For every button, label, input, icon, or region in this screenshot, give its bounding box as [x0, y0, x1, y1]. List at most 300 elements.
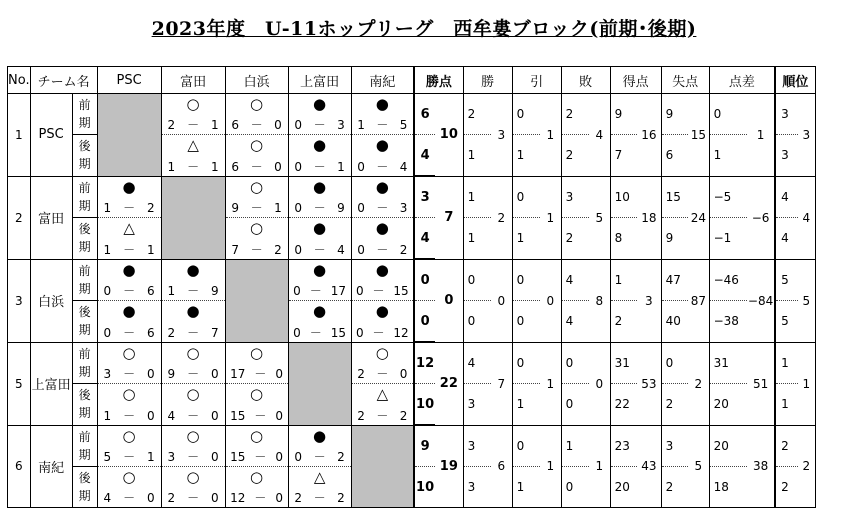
total-goal-diff: 1 [747, 94, 775, 177]
match-result [351, 218, 414, 260]
result-symbol: ● [122, 177, 136, 196]
result-symbol: ○ [250, 219, 264, 237]
score-opponent: 12 [393, 325, 409, 340]
header-opponent: 上富田 [288, 67, 351, 94]
half-goals-against: 2 [661, 384, 688, 426]
score-opponent: 17 [330, 284, 347, 298]
match-result [97, 384, 161, 426]
half-rank: 2 [775, 425, 798, 467]
score-opponent: 0 [274, 159, 282, 174]
score-own: 1 [357, 118, 365, 132]
total-goals-for: 18 [637, 176, 661, 259]
match-result [225, 135, 288, 177]
score-own: 0 [356, 325, 364, 340]
score-opponent: 6 [146, 325, 155, 340]
match-result [97, 342, 161, 384]
half-goals-against: 40 [661, 301, 688, 343]
team-row [8, 94, 816, 135]
score-own: 0 [294, 242, 303, 257]
result-symbol: ● [313, 177, 327, 196]
total-losses: 1 [589, 425, 610, 508]
match-result [161, 301, 225, 343]
match-result [97, 176, 161, 218]
score-dash: － [376, 408, 389, 423]
score-own: 4 [103, 491, 112, 505]
half-goals-against: 0 [661, 342, 688, 384]
score-dash: － [123, 408, 136, 423]
score-opponent: 2 [337, 491, 345, 505]
score-own: 1 [167, 159, 176, 174]
score-own: 0 [357, 201, 365, 215]
match-score [352, 201, 414, 215]
match-result [161, 94, 225, 135]
half-goals-against: 9 [661, 218, 688, 260]
score-dash: － [372, 325, 385, 340]
match-result [225, 94, 288, 135]
match-result [161, 342, 225, 384]
score-opponent: 0 [275, 367, 284, 381]
score-opponent: 2 [337, 450, 345, 464]
half-points: 0 [414, 301, 435, 343]
match-result [161, 384, 225, 426]
result-symbol: ○ [250, 343, 264, 362]
score-dash: － [254, 367, 267, 381]
score-opponent: 0 [146, 491, 155, 505]
score-own: 0 [293, 284, 301, 298]
match-result [351, 135, 414, 177]
result-symbol: ○ [250, 136, 264, 154]
total-wins: 6 [491, 425, 512, 508]
half-goal-diff: 31 [709, 342, 747, 384]
half-losses: 1 [561, 425, 589, 467]
half-goal-diff: 1 [709, 135, 747, 177]
total-points: 0 [435, 259, 463, 342]
total-losses: 8 [589, 259, 610, 342]
match-score [352, 367, 414, 381]
score-dash: － [123, 491, 136, 505]
result-symbol: ● [375, 136, 389, 154]
match-result [351, 259, 414, 301]
half-goal-diff: −5 [709, 176, 747, 218]
score-dash: － [313, 159, 326, 174]
half-label: 後 期 [72, 218, 97, 260]
half-rank: 4 [775, 176, 798, 218]
match-result [161, 135, 225, 177]
team-number: 5 [8, 342, 31, 425]
score-own: 7 [231, 242, 240, 257]
total-points: 7 [435, 176, 463, 259]
score-own: 4 [167, 408, 176, 423]
score-dash: － [250, 201, 263, 215]
score-dash: － [372, 284, 385, 298]
score-dash: － [313, 450, 326, 464]
half-goals-for: 9 [610, 94, 637, 135]
half-wins: 4 [463, 342, 491, 384]
score-opponent: 7 [210, 325, 219, 340]
total-goals-against: 5 [688, 425, 709, 508]
total-points: 22 [435, 342, 463, 425]
header-wins: 勝 [463, 67, 512, 94]
match-score [162, 160, 225, 174]
half-goal-diff: −1 [709, 218, 747, 260]
result-symbol: ● [313, 302, 327, 320]
half-rank: 1 [775, 342, 798, 384]
score-dash: － [250, 242, 263, 257]
total-rank: 2 [798, 425, 815, 508]
half-label: 前 期 [72, 94, 97, 135]
half-draws: 0 [512, 259, 540, 301]
match-score [352, 326, 414, 340]
total-goals-for: 16 [637, 94, 661, 177]
score-opponent: 1 [274, 201, 282, 215]
score-opponent: 1 [210, 118, 219, 132]
self-match-cell [161, 176, 225, 259]
result-symbol: ● [186, 302, 200, 320]
result-symbol: ● [313, 95, 327, 113]
half-wins: 0 [463, 259, 491, 301]
half-goals-for: 20 [610, 467, 637, 508]
match-result [288, 218, 351, 260]
score-opponent: 2 [274, 242, 282, 257]
score-opponent: 0 [274, 118, 282, 132]
total-draws: 1 [540, 425, 561, 508]
half-wins: 1 [463, 218, 491, 260]
total-points: 19 [435, 425, 463, 508]
result-symbol: ● [313, 426, 327, 445]
result-symbol: ○ [250, 468, 264, 486]
team-row [8, 342, 816, 384]
half-rank: 5 [775, 301, 798, 343]
half-goals-against: 6 [661, 135, 688, 177]
match-result [288, 259, 351, 301]
match-result [351, 384, 414, 426]
total-draws: 0 [540, 259, 561, 342]
total-goal-diff: −84 [747, 259, 775, 342]
match-score [289, 450, 351, 464]
score-opponent: 0 [275, 450, 284, 464]
half-draws: 0 [512, 94, 540, 135]
result-symbol: ○ [122, 385, 136, 403]
score-own: 1 [103, 408, 112, 423]
match-score [289, 118, 351, 132]
half-goal-diff: 20 [709, 384, 747, 426]
match-score [162, 491, 225, 505]
result-symbol: ○ [186, 468, 200, 486]
half-losses: 4 [561, 301, 589, 343]
match-result [288, 425, 351, 467]
match-score [162, 367, 225, 381]
half-wins: 3 [463, 384, 491, 426]
match-score [289, 243, 351, 257]
score-opponent: 0 [146, 408, 155, 423]
score-dash: － [187, 284, 200, 298]
score-dash: － [254, 491, 267, 505]
half-goal-diff: 0 [709, 94, 747, 135]
match-score [226, 491, 288, 505]
score-opponent: 5 [399, 118, 408, 132]
result-symbol: ○ [250, 426, 264, 445]
score-own: 2 [167, 118, 176, 132]
team-row [8, 259, 816, 301]
half-points: 9 [414, 425, 435, 467]
total-goal-diff: 38 [747, 425, 775, 508]
score-own: 1 [103, 242, 112, 257]
score-own: 0 [103, 284, 112, 298]
score-opponent: 4 [337, 242, 345, 257]
match-result [225, 342, 288, 384]
score-own: 3 [103, 367, 112, 381]
match-result [225, 467, 288, 508]
half-draws: 0 [512, 301, 540, 343]
match-result [97, 425, 161, 467]
match-score [352, 409, 414, 423]
match-result [225, 218, 288, 260]
half-wins: 3 [463, 467, 491, 508]
result-symbol: ○ [186, 343, 200, 362]
match-result [288, 176, 351, 218]
result-symbol: ○ [122, 468, 136, 486]
half-label: 後 期 [72, 384, 97, 426]
result-symbol: ● [313, 219, 327, 237]
total-points: 10 [435, 94, 463, 177]
score-own: 9 [231, 201, 240, 215]
result-symbol: ● [186, 260, 200, 279]
team-number: 2 [8, 176, 31, 259]
score-dash: － [313, 201, 326, 215]
half-rank: 3 [775, 94, 798, 135]
total-goal-diff: −6 [747, 176, 775, 259]
match-score [226, 367, 288, 381]
half-goals-against: 9 [661, 94, 688, 135]
score-dash: － [250, 118, 263, 132]
match-score [289, 284, 351, 298]
match-result [288, 301, 351, 343]
half-points: 10 [414, 467, 435, 508]
match-result [97, 467, 161, 508]
score-own: 15 [230, 408, 246, 423]
score-dash: － [123, 201, 136, 215]
half-wins: 2 [463, 94, 491, 135]
score-opponent: 1 [337, 159, 345, 174]
total-goals-against: 15 [688, 94, 709, 177]
score-own: 0 [294, 201, 303, 215]
half-goals-for: 7 [610, 135, 637, 177]
half-wins: 3 [463, 425, 491, 467]
score-dash: － [123, 284, 136, 298]
score-dash: － [309, 284, 322, 298]
score-dash: － [123, 325, 136, 340]
header-row [8, 67, 816, 94]
half-draws: 1 [512, 384, 540, 426]
half-goals-for: 2 [610, 301, 637, 343]
score-dash: － [123, 242, 136, 257]
half-goals-against: 3 [661, 425, 688, 467]
score-dash: － [187, 450, 200, 464]
half-draws: 1 [512, 218, 540, 260]
header-opponent: 富田 [161, 67, 225, 94]
half-points: 0 [414, 259, 435, 301]
total-losses: 5 [589, 176, 610, 259]
half-label: 後 期 [72, 135, 97, 177]
half-wins: 1 [463, 135, 491, 177]
result-symbol: ● [375, 177, 389, 196]
team-name: 富田 [30, 176, 72, 259]
match-score [352, 118, 414, 132]
half-goals-for: 31 [610, 342, 637, 384]
half-label: 後 期 [72, 467, 97, 508]
result-symbol: △ [187, 136, 199, 154]
half-goal-diff: −46 [709, 259, 747, 301]
total-wins: 0 [491, 259, 512, 342]
score-own: 0 [294, 118, 303, 132]
header-team: チーム名 [30, 67, 97, 94]
header-no: No. [8, 67, 31, 94]
score-opponent: 9 [337, 201, 345, 215]
league-table [7, 66, 816, 508]
total-rank: 4 [798, 176, 815, 259]
match-score [98, 450, 161, 464]
header-opponent: 南紀 [351, 67, 414, 94]
match-score [98, 243, 161, 257]
score-opponent: 15 [393, 284, 409, 298]
score-dash: － [254, 408, 267, 423]
score-own: 15 [230, 450, 246, 464]
half-goals-against: 15 [661, 176, 688, 218]
match-result [351, 176, 414, 218]
score-opponent: 0 [275, 408, 284, 423]
score-dash: － [309, 325, 322, 340]
score-own: 2 [167, 325, 176, 340]
score-opponent: 0 [275, 491, 284, 505]
match-score [352, 284, 414, 298]
page-title: 2023年度 U-11ホップリーグ 西牟婁ブロック(前期･後期) [151, 18, 697, 40]
half-draws: 1 [512, 467, 540, 508]
half-goal-diff: −38 [709, 301, 747, 343]
half-label: 前 期 [72, 342, 97, 384]
match-score [226, 409, 288, 423]
score-dash: － [123, 450, 136, 464]
total-rank: 5 [798, 259, 815, 342]
score-own: 1 [103, 201, 112, 215]
score-opponent: 0 [146, 367, 155, 381]
header-goal-diff: 点差 [709, 67, 775, 94]
result-symbol: ● [375, 95, 389, 113]
score-opponent: 15 [330, 325, 347, 340]
score-opponent: 0 [210, 491, 219, 505]
score-own: 9 [167, 367, 176, 381]
score-own: 0 [293, 325, 301, 340]
match-result [288, 467, 351, 508]
score-own: 0 [103, 325, 112, 340]
total-goals-for: 3 [637, 259, 661, 342]
score-own: 2 [167, 491, 176, 505]
half-rank: 1 [775, 384, 798, 426]
half-points: 3 [414, 176, 435, 218]
match-result [288, 135, 351, 177]
match-result [351, 301, 414, 343]
header-goals-against: 失点 [661, 67, 709, 94]
team-row [8, 425, 816, 467]
team-name: PSC [30, 94, 72, 177]
score-opponent: 1 [146, 242, 155, 257]
match-score [352, 160, 414, 174]
team-name: 白浜 [30, 259, 72, 342]
match-result [161, 259, 225, 301]
score-dash: － [376, 367, 389, 381]
match-result [351, 94, 414, 135]
half-points: 4 [414, 218, 435, 260]
score-own: 0 [357, 159, 365, 174]
score-dash: － [187, 325, 200, 340]
score-dash: － [313, 242, 326, 257]
half-points: 6 [414, 94, 435, 135]
match-result [161, 425, 225, 467]
match-score [98, 409, 161, 423]
match-result [288, 94, 351, 135]
match-score [226, 118, 288, 132]
total-losses: 4 [589, 94, 610, 177]
half-points: 12 [414, 342, 435, 384]
result-symbol: ○ [375, 343, 389, 362]
score-dash: － [313, 118, 326, 132]
header-points: 勝点 [414, 67, 463, 94]
team-name: 上富田 [30, 342, 72, 425]
team-number: 1 [8, 94, 31, 177]
result-symbol: ● [313, 260, 327, 279]
score-own: 17 [230, 367, 246, 381]
match-score [162, 118, 225, 132]
match-score [289, 326, 351, 340]
match-score [162, 326, 225, 340]
half-rank: 4 [775, 218, 798, 260]
match-score [98, 326, 161, 340]
score-own: 12 [230, 491, 246, 505]
header-losses: 敗 [561, 67, 610, 94]
match-score [98, 491, 161, 505]
score-opponent: 0 [210, 367, 219, 381]
half-goals-for: 23 [610, 425, 637, 467]
total-rank: 1 [798, 342, 815, 425]
total-draws: 1 [540, 94, 561, 177]
score-dash: － [187, 408, 200, 423]
result-symbol: ○ [122, 426, 136, 445]
total-goals-against: 24 [688, 176, 709, 259]
half-losses: 0 [561, 384, 589, 426]
match-score [162, 284, 225, 298]
score-own: 2 [294, 491, 303, 505]
self-match-cell [288, 342, 351, 425]
team-number: 6 [8, 425, 31, 508]
half-goals-against: 47 [661, 259, 688, 301]
score-opponent: 6 [146, 284, 155, 298]
match-score [352, 243, 414, 257]
half-label: 前 期 [72, 259, 97, 301]
match-score [98, 284, 161, 298]
score-dash: － [250, 159, 263, 174]
score-dash: － [376, 201, 389, 215]
match-result [225, 425, 288, 467]
half-draws: 0 [512, 342, 540, 384]
match-result [225, 384, 288, 426]
half-goals-for: 22 [610, 384, 637, 426]
match-score [289, 160, 351, 174]
half-losses: 0 [561, 467, 589, 508]
score-own: 5 [103, 450, 112, 464]
score-own: 6 [231, 118, 240, 132]
match-score [162, 409, 225, 423]
half-points: 10 [414, 384, 435, 426]
score-dash: － [123, 367, 136, 381]
